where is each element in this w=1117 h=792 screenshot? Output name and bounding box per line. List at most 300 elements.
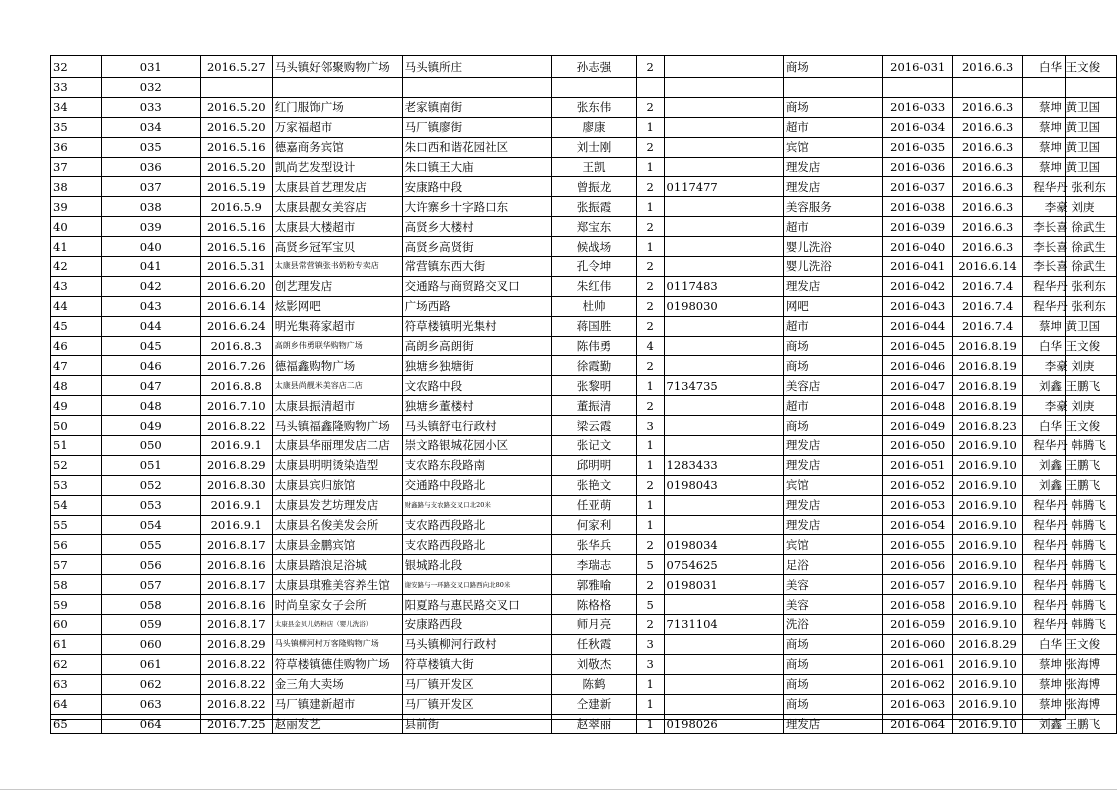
inspectors-cell: 李长喜 徐武生 xyxy=(1023,257,1117,277)
inspectors-cell: 李长喜 徐武生 xyxy=(1023,217,1117,237)
row-number-cell: 42 xyxy=(51,257,102,277)
date-cell xyxy=(200,78,272,98)
serial-cell: 034 xyxy=(101,117,200,137)
date-cell: 2016.8.22 xyxy=(200,416,272,436)
serial-cell: 051 xyxy=(101,455,200,475)
serial-cell: 045 xyxy=(101,336,200,356)
phone-cell: 0754625 xyxy=(664,555,783,575)
staff-count-cell: 2 xyxy=(636,56,664,78)
inspectors-cell: 程华丹 韩腾飞 xyxy=(1023,495,1117,515)
staff-count-cell: 2 xyxy=(636,535,664,555)
row-number-cell: 40 xyxy=(51,217,102,237)
issue-date-cell: 2016.6.3 xyxy=(953,157,1023,177)
certificate-number-cell: 2016-057 xyxy=(883,575,953,595)
date-cell: 2016.5.20 xyxy=(200,117,272,137)
date-cell: 2016.8.22 xyxy=(200,694,272,714)
owner-cell: 赵翠丽 xyxy=(552,714,636,734)
date-cell: 2016.8.8 xyxy=(200,376,272,396)
issue-date-cell: 2016.6.3 xyxy=(953,237,1023,257)
address-cell: 安康路中段 xyxy=(402,177,552,197)
certificate-number-cell: 2016-058 xyxy=(883,595,953,615)
business-type-cell: 商场 xyxy=(783,336,882,356)
inspectors-cell: 程华丹 韩腾飞 xyxy=(1023,535,1117,555)
serial-cell: 039 xyxy=(101,217,200,237)
date-cell: 2016.5.16 xyxy=(200,237,272,257)
table-row xyxy=(51,197,1117,217)
date-cell: 2016.8.16 xyxy=(200,555,272,575)
owner-cell: 张振霞 xyxy=(552,197,636,217)
serial-cell: 049 xyxy=(101,416,200,436)
business-type-cell: 宾馆 xyxy=(783,475,882,495)
business-type-cell: 理发店 xyxy=(783,276,882,296)
inspectors-cell: 蔡坤 张海博 xyxy=(1023,694,1117,714)
table-row xyxy=(51,634,1117,654)
inspectors-cell: 蔡坤 黄卫国 xyxy=(1023,316,1117,336)
certificate-number-cell: 2016-038 xyxy=(883,197,953,217)
date-cell: 2016.8.30 xyxy=(200,475,272,495)
owner-cell: 孔令坤 xyxy=(552,257,636,277)
shop-name-cell: 赵丽发艺 xyxy=(272,714,402,734)
business-type-cell: 商场 xyxy=(783,56,882,78)
phone-cell xyxy=(664,436,783,456)
address-cell: 符草楼镇明光集村 xyxy=(402,316,552,336)
serial-cell: 058 xyxy=(101,595,200,615)
row-number-cell: 64 xyxy=(51,694,102,714)
issue-date-cell: 2016.9.10 xyxy=(953,436,1023,456)
staff-count-cell: 1 xyxy=(636,376,664,396)
address-cell: 朱口镇王大庙 xyxy=(402,157,552,177)
inspectors-cell: 程华丹 韩腾飞 xyxy=(1023,555,1117,575)
issue-date-cell: 2016.9.10 xyxy=(953,575,1023,595)
business-type-cell: 理发店 xyxy=(783,177,882,197)
serial-cell: 040 xyxy=(101,237,200,257)
table-row xyxy=(51,97,1117,117)
row-number-cell: 32 xyxy=(51,56,102,78)
shop-name-cell: 符草楼镇德佳购物广场 xyxy=(272,654,402,674)
registry-table xyxy=(50,55,1117,734)
row-number-cell: 35 xyxy=(51,117,102,137)
address-cell xyxy=(402,78,552,98)
staff-count-cell: 1 xyxy=(636,455,664,475)
staff-count-cell: 5 xyxy=(636,555,664,575)
issue-date-cell: 2016.9.10 xyxy=(953,455,1023,475)
row-number-cell: 56 xyxy=(51,535,102,555)
staff-count-cell xyxy=(636,78,664,98)
table-row xyxy=(51,416,1117,436)
issue-date-cell: 2016.6.3 xyxy=(953,197,1023,217)
phone-cell xyxy=(664,515,783,535)
row-number-cell: 39 xyxy=(51,197,102,217)
phone-cell xyxy=(664,257,783,277)
address-cell: 独塘乡董楼村 xyxy=(402,396,552,416)
certificate-number-cell: 2016-041 xyxy=(883,257,953,277)
shop-name-cell: 明光集蒋家超市 xyxy=(272,316,402,336)
date-cell: 2016.5.20 xyxy=(200,97,272,117)
table-row xyxy=(51,515,1117,535)
inspectors-cell: 刘鑫 王鹏飞 xyxy=(1023,475,1117,495)
shop-name-cell: 太康县名俊美发会所 xyxy=(272,515,402,535)
owner-cell: 王凯 xyxy=(552,157,636,177)
date-cell: 2016.5.31 xyxy=(200,257,272,277)
phone-cell: 1283433 xyxy=(664,455,783,475)
date-cell: 2016.6.14 xyxy=(200,296,272,316)
shop-name-cell: 太康县首艺理发店 xyxy=(272,177,402,197)
owner-cell: 陈鹤 xyxy=(552,674,636,694)
address-cell: 马头镇所庄 xyxy=(402,56,552,78)
inspectors-cell: 蔡坤 黄卫国 xyxy=(1023,117,1117,137)
owner-cell: 张黎明 xyxy=(552,376,636,396)
serial-cell: 047 xyxy=(101,376,200,396)
table-row xyxy=(51,575,1117,595)
inspectors-cell: 李长喜 徐武生 xyxy=(1023,237,1117,257)
business-type-cell: 理发店 xyxy=(783,714,882,734)
business-type-cell: 商场 xyxy=(783,654,882,674)
owner-cell: 杜帅 xyxy=(552,296,636,316)
row-number-cell: 47 xyxy=(51,356,102,376)
staff-count-cell: 1 xyxy=(636,237,664,257)
date-cell: 2016.6.20 xyxy=(200,276,272,296)
certificate-number-cell: 2016-036 xyxy=(883,157,953,177)
owner-cell: 刘敬杰 xyxy=(552,654,636,674)
serial-cell: 035 xyxy=(101,137,200,157)
address-cell: 财鑫路与支农路交叉口北20米 xyxy=(402,495,552,515)
owner-cell: 蒋国胜 xyxy=(552,316,636,336)
date-cell: 2016.8.3 xyxy=(200,336,272,356)
date-cell: 2016.8.17 xyxy=(200,535,272,555)
certificate-number-cell: 2016-049 xyxy=(883,416,953,436)
phone-cell xyxy=(664,217,783,237)
owner-cell: 曾振龙 xyxy=(552,177,636,197)
phone-cell: 0198043 xyxy=(664,475,783,495)
address-cell: 高贤乡高贤街 xyxy=(402,237,552,257)
shop-name-cell: 红门服饰广场 xyxy=(272,97,402,117)
row-number-cell: 65 xyxy=(51,714,102,734)
business-type-cell: 商场 xyxy=(783,674,882,694)
issue-date-cell: 2016.9.10 xyxy=(953,674,1023,694)
business-type-cell: 理发店 xyxy=(783,495,882,515)
table-row xyxy=(51,177,1117,197)
owner-cell: 任秋霞 xyxy=(552,634,636,654)
serial-cell: 044 xyxy=(101,316,200,336)
staff-count-cell: 2 xyxy=(636,575,664,595)
row-number-cell: 59 xyxy=(51,595,102,615)
table-row xyxy=(51,117,1117,137)
business-type-cell: 理发店 xyxy=(783,157,882,177)
staff-count-cell: 2 xyxy=(636,356,664,376)
row-number-cell: 55 xyxy=(51,515,102,535)
shop-name-cell: 马头镇柳河村万客隆购物广场 xyxy=(272,634,402,654)
inspectors-cell: 白华 王文俊 xyxy=(1023,56,1117,78)
inspectors-cell: 李豪 刘庚 xyxy=(1023,197,1117,217)
owner-cell: 师月亮 xyxy=(552,615,636,635)
row-number-cell: 62 xyxy=(51,654,102,674)
inspectors-cell: 蔡坤 张海博 xyxy=(1023,674,1117,694)
certificate-number-cell: 2016-039 xyxy=(883,217,953,237)
owner-cell: 陈伟勇 xyxy=(552,336,636,356)
issue-date-cell: 2016.9.10 xyxy=(953,515,1023,535)
address-cell: 安康路西段 xyxy=(402,615,552,635)
row-number-cell: 38 xyxy=(51,177,102,197)
row-number-cell: 34 xyxy=(51,97,102,117)
staff-count-cell: 1 xyxy=(636,714,664,734)
date-cell: 2016.8.22 xyxy=(200,674,272,694)
shop-name-cell: 太康县尚靓米美容店二店 xyxy=(272,376,402,396)
certificate-number-cell: 2016-054 xyxy=(883,515,953,535)
phone-cell xyxy=(664,654,783,674)
owner-cell: 张华兵 xyxy=(552,535,636,555)
phone-cell xyxy=(664,237,783,257)
table-row xyxy=(51,694,1117,714)
staff-count-cell: 2 xyxy=(636,316,664,336)
staff-count-cell: 1 xyxy=(636,157,664,177)
serial-cell: 060 xyxy=(101,634,200,654)
certificate-number-cell: 2016-055 xyxy=(883,535,953,555)
shop-name-cell: 创艺理发店 xyxy=(272,276,402,296)
business-type-cell: 宾馆 xyxy=(783,137,882,157)
address-cell: 广场西路 xyxy=(402,296,552,316)
inspectors-cell: 蔡坤 张海博 xyxy=(1023,654,1117,674)
phone-cell xyxy=(664,356,783,376)
date-cell: 2016.8.29 xyxy=(200,634,272,654)
business-type-cell: 商场 xyxy=(783,634,882,654)
serial-cell: 055 xyxy=(101,535,200,555)
issue-date-cell: 2016.8.23 xyxy=(953,416,1023,436)
issue-date-cell: 2016.9.10 xyxy=(953,694,1023,714)
owner-cell: 郑宝东 xyxy=(552,217,636,237)
row-number-cell: 36 xyxy=(51,137,102,157)
row-number-cell: 49 xyxy=(51,396,102,416)
date-cell: 2016.5.19 xyxy=(200,177,272,197)
certificate-number-cell: 2016-061 xyxy=(883,654,953,674)
table-row xyxy=(51,475,1117,495)
phone-cell: 7134735 xyxy=(664,376,783,396)
date-cell: 2016.7.26 xyxy=(200,356,272,376)
phone-cell xyxy=(664,97,783,117)
date-cell: 2016.9.1 xyxy=(200,495,272,515)
staff-count-cell: 5 xyxy=(636,595,664,615)
issue-date-cell: 2016.7.4 xyxy=(953,296,1023,316)
address-cell: 马厂镇开发区 xyxy=(402,674,552,694)
address-cell: 支农路西段路北 xyxy=(402,515,552,535)
serial-cell: 033 xyxy=(101,97,200,117)
date-cell: 2016.5.16 xyxy=(200,137,272,157)
issue-date-cell: 2016.6.3 xyxy=(953,177,1023,197)
table-row xyxy=(51,455,1117,475)
owner-cell: 张艳文 xyxy=(552,475,636,495)
shop-name-cell: 太康县琪雅美容养生馆 xyxy=(272,575,402,595)
inspectors-cell: 程华丹 韩腾飞 xyxy=(1023,436,1117,456)
shop-name-cell: 凯尚艺发型设计 xyxy=(272,157,402,177)
certificate-number-cell: 2016-064 xyxy=(883,714,953,734)
owner-cell: 候战场 xyxy=(552,237,636,257)
table-row xyxy=(51,237,1117,257)
table-row xyxy=(51,257,1117,277)
address-cell: 崇文路银城花园小区 xyxy=(402,436,552,456)
owner-cell: 陈格格 xyxy=(552,595,636,615)
staff-count-cell: 2 xyxy=(636,396,664,416)
row-number-cell: 52 xyxy=(51,455,102,475)
table-row xyxy=(51,654,1117,674)
address-cell: 支农路西段路北 xyxy=(402,535,552,555)
inspectors-cell: 刘鑫 王鹏飞 xyxy=(1023,376,1117,396)
phone-cell: 7131104 xyxy=(664,615,783,635)
date-cell: 2016.6.24 xyxy=(200,316,272,336)
owner-cell: 邱明明 xyxy=(552,455,636,475)
date-cell: 2016.8.22 xyxy=(200,654,272,674)
date-cell: 2016.5.9 xyxy=(200,197,272,217)
owner-cell: 郭雅喻 xyxy=(552,575,636,595)
staff-count-cell: 1 xyxy=(636,495,664,515)
date-cell: 2016.7.10 xyxy=(200,396,272,416)
date-cell: 2016.5.27 xyxy=(200,56,272,78)
inspectors-cell: 白华 王文俊 xyxy=(1023,336,1117,356)
address-cell: 高朗乡高朗街 xyxy=(402,336,552,356)
table-row xyxy=(51,316,1117,336)
serial-cell: 054 xyxy=(101,515,200,535)
phone-cell xyxy=(664,197,783,217)
shop-name-cell: 德福鑫购物广场 xyxy=(272,356,402,376)
business-type-cell: 足浴 xyxy=(783,555,882,575)
serial-cell: 063 xyxy=(101,694,200,714)
owner-cell: 刘士刚 xyxy=(552,137,636,157)
table-row xyxy=(51,436,1117,456)
address-cell: 谢安路与一环路交叉口路西向北80米 xyxy=(402,575,552,595)
shop-name-cell: 太康县靓女美容店 xyxy=(272,197,402,217)
serial-cell: 050 xyxy=(101,436,200,456)
business-type-cell: 美容店 xyxy=(783,376,882,396)
issue-date-cell: 2016.7.4 xyxy=(953,276,1023,296)
issue-date-cell: 2016.9.10 xyxy=(953,654,1023,674)
address-cell: 符草楼镇大街 xyxy=(402,654,552,674)
table-row xyxy=(51,674,1117,694)
inspectors-cell: 程华丹 韩腾飞 xyxy=(1023,595,1117,615)
table-row xyxy=(51,714,1117,734)
serial-cell: 056 xyxy=(101,555,200,575)
owner-cell: 任亚萌 xyxy=(552,495,636,515)
serial-cell: 062 xyxy=(101,674,200,694)
address-cell: 县前街 xyxy=(402,714,552,734)
address-cell: 高贤乡大楼村 xyxy=(402,217,552,237)
owner-cell: 廖康 xyxy=(552,117,636,137)
table-row xyxy=(51,595,1117,615)
issue-date-cell: 2016.9.10 xyxy=(953,535,1023,555)
date-cell: 2016.7.25 xyxy=(200,714,272,734)
table-row xyxy=(51,56,1117,78)
inspectors-cell: 蔡坤 黄卫国 xyxy=(1023,137,1117,157)
shop-name-cell: 金三角大卖场 xyxy=(272,674,402,694)
staff-count-cell: 2 xyxy=(636,217,664,237)
date-cell: 2016.5.16 xyxy=(200,217,272,237)
staff-count-cell: 4 xyxy=(636,336,664,356)
issue-date-cell: 2016.9.10 xyxy=(953,495,1023,515)
phone-cell xyxy=(664,78,783,98)
phone-cell: 0198030 xyxy=(664,296,783,316)
business-type-cell: 理发店 xyxy=(783,436,882,456)
serial-cell: 064 xyxy=(101,714,200,734)
row-number-cell: 60 xyxy=(51,615,102,635)
shop-name-cell: 太康县大楼超市 xyxy=(272,217,402,237)
row-number-cell: 57 xyxy=(51,555,102,575)
owner-cell: 仝建新 xyxy=(552,694,636,714)
staff-count-cell: 2 xyxy=(636,475,664,495)
owner-cell: 何家利 xyxy=(552,515,636,535)
issue-date-cell: 2016.9.10 xyxy=(953,615,1023,635)
address-cell: 常营镇东西大街 xyxy=(402,257,552,277)
shop-name-cell: 炫影网吧 xyxy=(272,296,402,316)
shop-name-cell: 万家福超市 xyxy=(272,117,402,137)
serial-cell: 053 xyxy=(101,495,200,515)
date-cell: 2016.5.20 xyxy=(200,157,272,177)
serial-cell: 046 xyxy=(101,356,200,376)
serial-cell: 037 xyxy=(101,177,200,197)
inspectors-cell: 李豪 刘庚 xyxy=(1023,356,1117,376)
row-number-cell: 50 xyxy=(51,416,102,436)
row-number-cell: 45 xyxy=(51,316,102,336)
business-type-cell: 宾馆 xyxy=(783,535,882,555)
row-number-cell: 44 xyxy=(51,296,102,316)
business-type-cell: 商场 xyxy=(783,97,882,117)
certificate-number-cell: 2016-052 xyxy=(883,475,953,495)
row-number-cell: 53 xyxy=(51,475,102,495)
shop-name-cell: 德嘉商务宾馆 xyxy=(272,137,402,157)
table-row xyxy=(51,376,1117,396)
row-number-cell: 46 xyxy=(51,336,102,356)
address-cell: 独塘乡独塘街 xyxy=(402,356,552,376)
shop-name-cell: 太康县宾归旅馆 xyxy=(272,475,402,495)
inspectors-cell: 蔡坤 黄卫国 xyxy=(1023,97,1117,117)
business-type-cell: 理发店 xyxy=(783,455,882,475)
table-row xyxy=(51,296,1117,316)
table-row xyxy=(51,336,1117,356)
certificate-number-cell: 2016-046 xyxy=(883,356,953,376)
business-type-cell: 婴儿洗浴 xyxy=(783,237,882,257)
inspectors-cell: 程华丹 张利东 xyxy=(1023,177,1117,197)
phone-cell: 0198034 xyxy=(664,535,783,555)
certificate-number-cell: 2016-053 xyxy=(883,495,953,515)
issue-date-cell: 2016.7.4 xyxy=(953,316,1023,336)
address-cell: 交通路中段路北 xyxy=(402,475,552,495)
date-cell: 2016.9.1 xyxy=(200,436,272,456)
issue-date-cell: 2016.6.3 xyxy=(953,217,1023,237)
row-number-cell: 37 xyxy=(51,157,102,177)
shop-name-cell: 太康县振清超市 xyxy=(272,396,402,416)
inspectors-cell: 李豪 刘庚 xyxy=(1023,396,1117,416)
address-cell: 交通路与商贸路交叉口 xyxy=(402,276,552,296)
row-number-cell: 48 xyxy=(51,376,102,396)
staff-count-cell: 1 xyxy=(636,515,664,535)
shop-name-cell: 太康县明明烫染造型 xyxy=(272,455,402,475)
owner-cell: 张记文 xyxy=(552,436,636,456)
inspectors-cell: 程华丹 张利东 xyxy=(1023,276,1117,296)
staff-count-cell: 3 xyxy=(636,416,664,436)
certificate-number-cell: 2016-056 xyxy=(883,555,953,575)
address-cell: 阳夏路与惠民路交叉口 xyxy=(402,595,552,615)
row-number-cell: 43 xyxy=(51,276,102,296)
issue-date-cell: 2016.9.10 xyxy=(953,555,1023,575)
shop-name-cell xyxy=(272,78,402,98)
staff-count-cell: 1 xyxy=(636,694,664,714)
table-row xyxy=(51,555,1117,575)
staff-count-cell: 2 xyxy=(636,276,664,296)
serial-cell: 041 xyxy=(101,257,200,277)
serial-cell: 032 xyxy=(101,78,200,98)
staff-count-cell: 1 xyxy=(636,674,664,694)
serial-cell: 059 xyxy=(101,615,200,635)
owner-cell: 梁云霞 xyxy=(552,416,636,436)
address-cell: 马头镇柳河行政村 xyxy=(402,634,552,654)
serial-cell: 031 xyxy=(101,56,200,78)
phone-cell xyxy=(664,674,783,694)
